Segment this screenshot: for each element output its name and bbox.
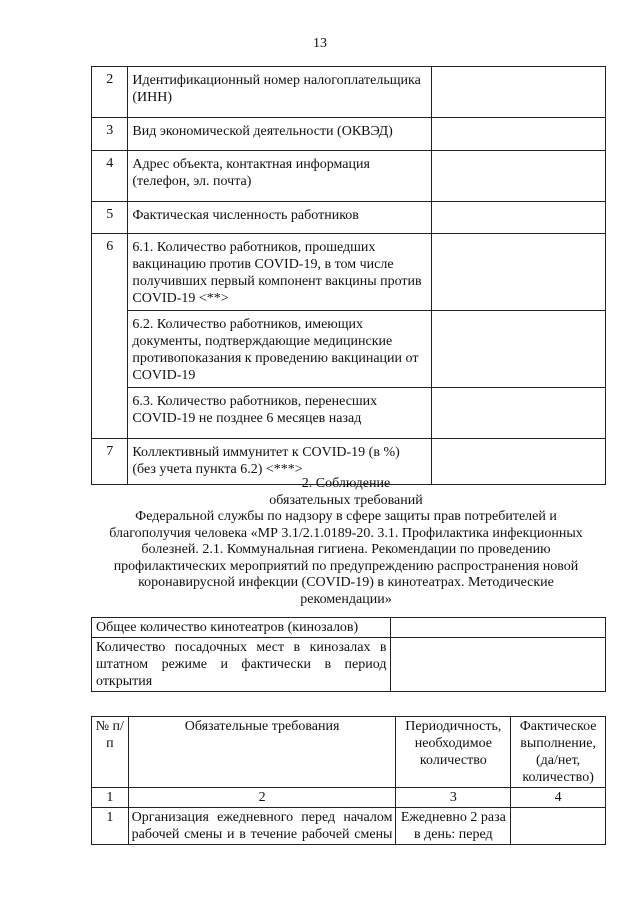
column-number: 3 bbox=[396, 788, 511, 808]
value-cell bbox=[391, 618, 606, 638]
row-number: 1 bbox=[92, 808, 129, 845]
column-number: 1 bbox=[92, 788, 129, 808]
section-text-line: болезней. 2.1. Коммунальная гигиена. Рекомендации по проведению bbox=[141, 542, 551, 557]
requirement-text: Организация ежедневного перед началом рабочей смены и в течение рабочей смены bbox=[128, 808, 396, 845]
value-cell bbox=[431, 151, 605, 202]
row-label: Вид экономической деятельности (ОКВЭД) bbox=[128, 118, 431, 151]
table-row bbox=[92, 388, 606, 439]
header-actual: Фактическое выполнение, (да/нет, количество) bbox=[511, 717, 606, 788]
periodicity-text: Ежедневно 2 раза в день: перед bbox=[396, 808, 511, 845]
value-cell bbox=[431, 118, 605, 151]
section-text-line: благополучия человека «МР 3.1/2.1.0189-20. 3.1. Профилактика инфекционных bbox=[109, 525, 583, 541]
employer-info-table bbox=[91, 66, 606, 485]
row-number: 2 bbox=[92, 67, 128, 118]
value-cell bbox=[431, 67, 605, 118]
table-header-row bbox=[92, 717, 606, 788]
section-subtitle: обязательных требований bbox=[269, 492, 423, 508]
section-text-line: Федеральной службы по надзору в сфере защиты прав потребителей и bbox=[135, 509, 557, 524]
value-cell bbox=[431, 388, 605, 439]
cinema-info-table bbox=[91, 617, 606, 692]
table-row bbox=[92, 202, 606, 234]
row-number: 7 bbox=[92, 439, 128, 485]
table-row bbox=[92, 311, 606, 388]
section-text-line: рекомендации» bbox=[300, 591, 392, 607]
row-label: Коллективный иммунитет к COVID-19 (в %) (без учета пункта 6.2) <***> bbox=[128, 439, 431, 485]
row-number: 4 bbox=[92, 151, 128, 202]
section-text-line: профилактических мероприятий по предупреждению распространения новой bbox=[113, 558, 579, 574]
table-row bbox=[92, 67, 606, 118]
row-number: 5 bbox=[92, 202, 128, 234]
value-cell bbox=[431, 311, 605, 388]
row-label: 6.1. Количество работников, прошедших вакцинацию против COVID-19, в том числе получивших первый компонент вакцины против COVID-19 <**> bbox=[128, 234, 431, 311]
row-label: 6.2. Количество работников, имеющих документы, подтверждающие медицинские противопоказания к проведению вакцинации от COVID-19 bbox=[128, 311, 431, 388]
actual-value-cell bbox=[511, 808, 606, 845]
section-text-line: коронавирусной инфекции (COVID-19) в кинотеатрах. Методические bbox=[138, 575, 554, 590]
value-cell bbox=[391, 638, 606, 692]
value-cell bbox=[431, 234, 605, 311]
row-number: 6 bbox=[92, 234, 128, 439]
table-row bbox=[92, 808, 606, 845]
requirements-table bbox=[91, 716, 606, 845]
header-number: № п/п bbox=[92, 717, 129, 788]
value-cell bbox=[431, 202, 605, 234]
table-row bbox=[92, 234, 606, 311]
table-row bbox=[92, 638, 606, 692]
table-row bbox=[92, 118, 606, 151]
page-number: 13 bbox=[313, 36, 327, 51]
section-title: 2. Соблюдение bbox=[301, 476, 391, 491]
row-label: Идентификационный номер налогоплательщика (ИНН) bbox=[128, 67, 431, 118]
header-requirements: Обязательные требования bbox=[128, 717, 396, 788]
table-row bbox=[92, 151, 606, 202]
row-label: Адрес объекта, контактная информация (телефон, эл. почта) bbox=[128, 151, 431, 202]
row-label: 6.3. Количество работников, перенесших COVID-19 не позднее 6 месяцев назад bbox=[128, 388, 431, 439]
column-number-row bbox=[92, 788, 606, 808]
row-label: Фактическая численность работников bbox=[128, 202, 431, 234]
column-number: 2 bbox=[128, 788, 396, 808]
section-heading bbox=[96, 476, 596, 608]
row-label: Количество посадочных мест в кинозалах в штатном режиме и фактически в период открытия bbox=[92, 638, 391, 692]
header-periodicity: Периодичность, необходимое количество bbox=[396, 717, 511, 788]
row-label: Общее количество кинотеатров (кинозалов) bbox=[92, 618, 391, 638]
table-row bbox=[92, 618, 606, 638]
row-number: 3 bbox=[92, 118, 128, 151]
column-number: 4 bbox=[511, 788, 606, 808]
